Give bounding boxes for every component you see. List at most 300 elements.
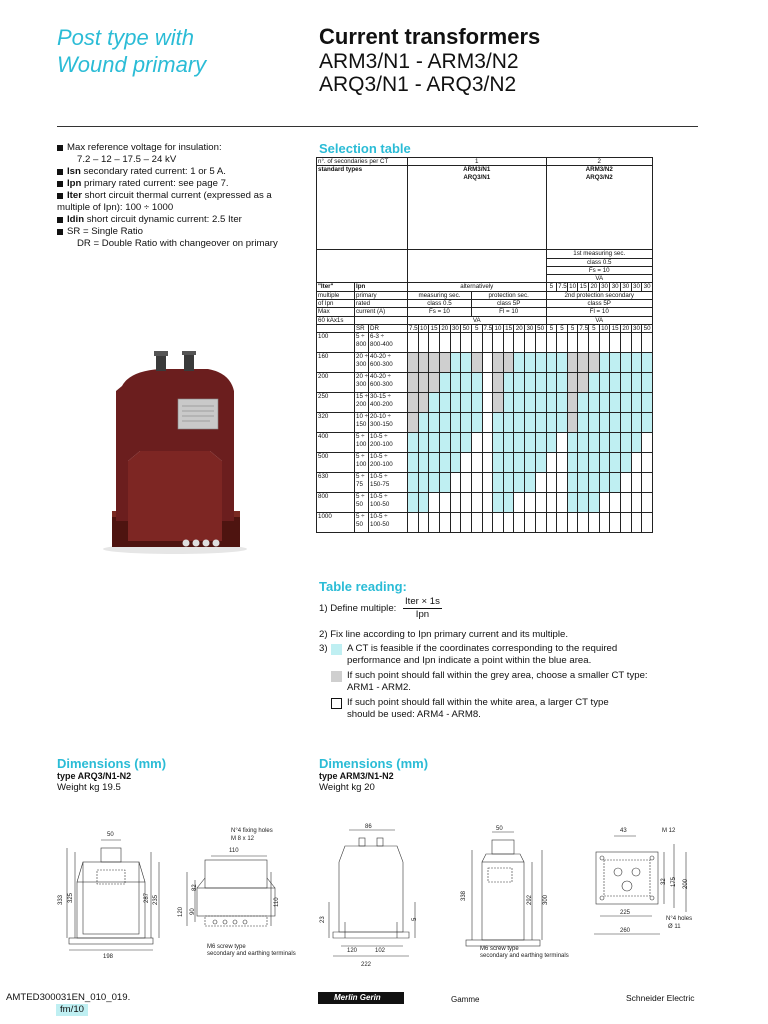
svg-text:50: 50 [496, 826, 503, 832]
area-cell [578, 493, 589, 513]
area-cell [642, 353, 653, 373]
area-cell [439, 413, 450, 433]
area-cell [482, 513, 493, 533]
selection-table-title: Selection table [319, 141, 411, 156]
svg-text:23: 23 [320, 916, 326, 923]
dimensions-left-weight: Weight kg 19.5 [57, 782, 121, 793]
table-cell: 5 ÷ 75 [355, 473, 369, 493]
area-cell [450, 353, 461, 373]
svg-text:300: 300 [543, 894, 549, 905]
svg-text:225: 225 [620, 910, 631, 916]
area-cell [450, 473, 461, 493]
svg-text:102: 102 [375, 948, 386, 954]
svg-text:110: 110 [274, 897, 280, 907]
area-cell [546, 373, 557, 393]
area-cell [525, 373, 536, 393]
table-cell: Fl = 10 [471, 308, 546, 316]
svg-text:32: 32 [661, 878, 667, 885]
area-cell [439, 433, 450, 453]
spec-item: Idin short circuit dynamic current: 2.5 Iter [57, 214, 307, 226]
table-cell: 20 [622, 324, 630, 332]
table-cell: 7.5 [579, 324, 589, 332]
area-cell [439, 453, 450, 473]
page-title [319, 24, 739, 96]
area-cell [418, 393, 429, 413]
area-cell [631, 473, 642, 493]
table-row [317, 308, 653, 316]
area-cell [620, 373, 631, 393]
selection-grid [316, 157, 653, 533]
table-cell: 1st measuring sec. [546, 250, 652, 258]
area-cell [493, 333, 504, 353]
area-cell [535, 373, 546, 393]
side-title-line-1: Post type with [57, 25, 194, 50]
table-cell: 5 [546, 283, 557, 291]
area-cell [546, 353, 557, 373]
area-cell [589, 353, 600, 373]
area-cell [589, 513, 600, 533]
area-cell [450, 493, 461, 513]
svg-text:198: 198 [103, 954, 114, 960]
table-cell: 40-20 ÷ 600-300 [369, 373, 408, 393]
area-cell [514, 473, 525, 493]
area-cell [461, 473, 472, 493]
area-cell [610, 353, 621, 373]
iter-value: 1000 [317, 513, 355, 533]
area-cell [418, 493, 429, 513]
iter-value: 320 [317, 413, 355, 433]
side-title [57, 24, 297, 78]
area-cell [546, 473, 557, 493]
area-cell [567, 353, 578, 373]
table-cell: Fs = 10 [408, 308, 472, 316]
area-cell [503, 413, 514, 433]
area-cell [557, 393, 568, 413]
area-cell [514, 333, 525, 353]
area-cell [461, 513, 472, 533]
table-cell: 7.5 [409, 324, 418, 332]
table-cell: 50 [462, 324, 470, 332]
table-cell: 5 [589, 324, 600, 332]
area-cell [610, 493, 621, 513]
area-cell [610, 433, 621, 453]
area-cell [589, 393, 600, 413]
area-cell [525, 393, 536, 413]
area-cell [493, 433, 504, 453]
area-cell [620, 493, 631, 513]
table-cell: multiple [317, 291, 355, 299]
area-cell [631, 353, 642, 373]
table-cell: VA [546, 316, 652, 324]
area-cell [631, 433, 642, 453]
svg-text:M 8 x 12: M 8 x 12 [231, 836, 255, 842]
area-cell [631, 413, 642, 433]
table-cell [317, 324, 355, 332]
area-cell [408, 453, 419, 473]
table-cell: ARM3/N2 ARQ3/N2 [546, 166, 652, 250]
table-cell: 2nd protection secondary [546, 291, 652, 299]
table-reading-title: Table reading: [319, 579, 407, 594]
area-cell [642, 373, 653, 393]
table-cell: ARM3/N1 ARQ3/N1 [408, 166, 546, 250]
table-cell: 30 [643, 283, 651, 291]
area-cell [450, 333, 461, 353]
area-cell [493, 373, 504, 393]
area-cell [439, 473, 450, 493]
iter-value: 200 [317, 373, 355, 393]
area-cell [482, 353, 493, 373]
table-cell: 5 [546, 324, 557, 332]
table-cell: measuring sec. [408, 291, 472, 299]
area-cell [408, 393, 419, 413]
table-cell: 30 [633, 283, 640, 291]
table-cell: 5 ÷ 100 [355, 433, 369, 453]
area-cell [418, 433, 429, 453]
area-cell [514, 373, 525, 393]
area-cell [599, 493, 610, 513]
area-cell [439, 353, 450, 373]
table-cell: 30-15 ÷ 400-200 [369, 393, 408, 413]
table-cell [317, 250, 408, 283]
area-cell [493, 353, 504, 373]
selection-table [316, 157, 652, 571]
area-cell [471, 513, 482, 533]
spec-item: Iter short circuit thermal current (expressed as a [57, 190, 307, 202]
area-cell [418, 333, 429, 353]
area-cell [631, 493, 642, 513]
iter-value: 630 [317, 473, 355, 493]
area-cell [599, 453, 610, 473]
svg-text:M6 screw type: M6 screw type [480, 946, 519, 952]
area-cell [620, 433, 631, 453]
area-cell [482, 433, 493, 453]
svg-text:43: 43 [620, 828, 627, 834]
svg-text:292: 292 [527, 894, 533, 905]
area-cell [429, 333, 440, 353]
table-cell: 15 ÷ 200 [355, 393, 369, 413]
table-cell [355, 316, 408, 324]
area-cell [546, 393, 557, 413]
product-photo [100, 351, 250, 556]
area-cell [471, 493, 482, 513]
area-cell [408, 373, 419, 393]
dimensions-left-title: Dimensions (mm) [57, 756, 167, 771]
area-cell [482, 333, 493, 353]
area-cell [482, 393, 493, 413]
area-cell [514, 393, 525, 413]
area-cell [599, 333, 610, 353]
area-cell [525, 353, 536, 373]
table-cell: 6-3 ÷ 800-400 [369, 333, 408, 353]
area-cell [610, 393, 621, 413]
svg-text:120: 120 [347, 948, 358, 954]
area-cell [514, 433, 525, 453]
area-cell [525, 333, 536, 353]
area-cell [557, 493, 568, 513]
iter-value: 500 [317, 453, 355, 473]
area-cell [503, 433, 514, 453]
svg-text:260: 260 [620, 928, 631, 934]
table-row [317, 493, 653, 513]
area-cell [557, 453, 568, 473]
table-cell: 5 [567, 324, 578, 332]
area-cell [418, 413, 429, 433]
area-cell [599, 393, 610, 413]
multiple-formula: $\frac{\text{Iter × 1s}}{\text{Ipn}}$ [405, 596, 440, 620]
area-cell [418, 513, 429, 533]
table-row [317, 453, 653, 473]
table-cell: 5 [557, 324, 568, 332]
area-cell [503, 393, 514, 413]
dimensions-right [319, 756, 428, 793]
area-cell [408, 333, 419, 353]
area-cell [578, 413, 589, 433]
table-cell: 60 kAx1s [317, 316, 355, 324]
area-cell [461, 333, 472, 353]
table-cell: Ipn [355, 283, 408, 291]
area-cell [642, 513, 653, 533]
iter-value: 250 [317, 393, 355, 413]
area-cell [610, 473, 621, 493]
area-cell [557, 513, 568, 533]
table-cell: 20 [515, 324, 523, 332]
area-cell [610, 413, 621, 433]
footer-brand: Schneider Electric [626, 993, 695, 1003]
table-cell: current (A) [355, 308, 408, 316]
area-cell [418, 373, 429, 393]
area-cell [535, 333, 546, 353]
table-cell: 10-5 ÷ 150-75 [369, 473, 408, 493]
area-cell [439, 373, 450, 393]
area-cell [471, 413, 482, 433]
area-cell [567, 513, 578, 533]
area-cell [599, 513, 610, 533]
area-cell [525, 413, 536, 433]
area-cell [535, 433, 546, 453]
table-row [317, 473, 653, 493]
drawing-arm3-front [452, 822, 582, 962]
table-cell: 10 [420, 324, 427, 332]
table-cell: 5 ÷ 100 [355, 453, 369, 473]
area-cell [631, 513, 642, 533]
svg-text:5: 5 [412, 917, 418, 921]
table-cell: primary [355, 291, 408, 299]
area-cell [450, 373, 461, 393]
table-cell: 10-5 ÷ 200-100 [369, 433, 408, 453]
table-cell: 20 [590, 283, 598, 291]
svg-text:Ø 11: Ø 11 [668, 924, 681, 930]
area-cell [525, 513, 536, 533]
table-cell: 7.5 [558, 283, 567, 291]
drawing-arm3-base [590, 822, 702, 942]
area-cell [620, 393, 631, 413]
area-cell [503, 513, 514, 533]
area-cell [461, 393, 472, 413]
area-cell [567, 413, 578, 433]
reading-step-3: 3) A CT is feasible if the coordinates corresponding to the required performance and Ipn indicate a point within the blue area. If such point should fall within the grey area, choose a smaller CT type: ARM1 - ARM2. If such point should fall within the white area, a larger CT type should be used: ARM4 - ARM8. [319, 643, 699, 721]
table-cell: class 5P [546, 300, 652, 308]
area-cell [482, 493, 493, 513]
spec-item-cont: multiple of Ipn): 100 ÷ 1000 [57, 202, 174, 213]
area-cell [535, 453, 546, 473]
area-cell [461, 353, 472, 373]
table-cell: 5 ÷ 50 [355, 513, 369, 533]
svg-text:200: 200 [683, 878, 689, 889]
table-row [317, 433, 653, 453]
table-cell: 30 [526, 324, 534, 332]
area-cell [429, 493, 440, 513]
area-cell [620, 333, 631, 353]
table-row [317, 333, 653, 353]
table-cell: class 0.5 [546, 258, 652, 266]
table-row [317, 353, 653, 373]
area-cell [461, 433, 472, 453]
table-cell: VA [546, 275, 652, 283]
table-row [317, 413, 653, 433]
table-cell: 1 [408, 158, 546, 166]
area-cell [493, 393, 504, 413]
table-cell: 15 [505, 324, 513, 332]
bullet-icon [57, 193, 63, 199]
table-cell: 30 [633, 324, 640, 332]
area-cell [471, 473, 482, 493]
area-cell [642, 453, 653, 473]
table-cell: 7.5 [483, 324, 493, 332]
area-cell [482, 453, 493, 473]
area-cell [408, 433, 419, 453]
area-cell [471, 433, 482, 453]
svg-text:secondary and earthing termina: secondary and earthing terminals [207, 951, 296, 957]
area-cell [642, 473, 653, 493]
table-cell: 50 [643, 324, 651, 332]
iter-value: 400 [317, 433, 355, 453]
table-cell: 20 ÷ 300 [355, 373, 369, 393]
area-cell [599, 373, 610, 393]
area-cell [482, 373, 493, 393]
table-cell: 15 [611, 324, 619, 332]
bullet-icon [57, 217, 63, 223]
area-cell [408, 473, 419, 493]
table-cell: 20-10 ÷ 300-150 [369, 413, 408, 433]
area-cell [503, 373, 514, 393]
area-cell [578, 453, 589, 473]
area-cell [567, 493, 578, 513]
area-cell [408, 493, 419, 513]
table-cell: 10 [569, 283, 577, 291]
area-cell [589, 453, 600, 473]
area-cell [589, 413, 600, 433]
drawing-arq3-front [55, 822, 165, 962]
subtitle-2: ARQ3/N1 - ARQ3/N2 [319, 73, 517, 96]
table-row [317, 316, 653, 324]
table-cell: alternatively [408, 283, 546, 291]
footer-code: AMTED300031EN_010_019. fm/10 [6, 992, 131, 1015]
area-cell [642, 433, 653, 453]
dimensions-left [57, 756, 166, 793]
area-cell [578, 333, 589, 353]
area-cell [642, 493, 653, 513]
area-cell [471, 453, 482, 473]
table-cell: 40-20 ÷ 600-300 [369, 353, 408, 373]
area-cell [567, 373, 578, 393]
table-cell: class 5P [471, 300, 546, 308]
area-cell [514, 413, 525, 433]
table-cell: 50 [537, 324, 545, 332]
area-cell [439, 513, 450, 533]
area-cell [461, 373, 472, 393]
table-cell: n°. of secondaries per CT [317, 158, 408, 166]
area-cell [461, 453, 472, 473]
area-cell [450, 413, 461, 433]
dimensions-left-type: type ARQ3/N1-N2 [57, 771, 132, 781]
svg-text:secondary and earthing termina: secondary and earthing terminals [480, 953, 569, 959]
area-cell [546, 413, 557, 433]
svg-text:M 12: M 12 [662, 828, 676, 834]
spec-item: SR = Single Ratio DR = Double Ratio with changeover on primary [57, 226, 307, 250]
area-cell [567, 473, 578, 493]
area-cell [493, 473, 504, 493]
reading-step-1: 1) Define multiple: $\frac{\text{Iter × 1s}}{\text{Ipn}}$ [319, 596, 440, 620]
area-cell [514, 493, 525, 513]
table-cell: 20 ÷ 300 [355, 353, 369, 373]
area-cell [535, 513, 546, 533]
legend-grey: If such point should fall within the grey area, choose a smaller CT type: ARM1 - ARM2. [347, 670, 699, 694]
footer-gamme: Gamme [451, 995, 480, 1004]
area-cell [461, 493, 472, 513]
dimensions-right-weight: Weight kg 20 [319, 782, 375, 793]
table-cell: 30 [622, 283, 630, 291]
area-cell [578, 393, 589, 413]
table-cell: of Ipn [317, 300, 355, 308]
area-cell [418, 453, 429, 473]
area-cell [589, 333, 600, 353]
area-cell [408, 353, 419, 373]
table-row [317, 291, 653, 299]
area-cell [599, 433, 610, 453]
bullet-icon [57, 229, 63, 235]
area-cell [546, 493, 557, 513]
area-cell [461, 413, 472, 433]
table-cell: Max [317, 308, 355, 316]
area-cell [503, 333, 514, 353]
area-cell [482, 473, 493, 493]
blue-area-swatch [331, 644, 342, 655]
area-cell [589, 433, 600, 453]
svg-text:338: 338 [461, 890, 467, 901]
area-cell [535, 413, 546, 433]
spec-item: Max reference voltage for insulation: 7.2 – 12 – 17.5 – 24 kV [57, 142, 307, 166]
area-cell [557, 473, 568, 493]
svg-text:N°4 fixing holes: N°4 fixing holes [231, 828, 273, 834]
area-cell [503, 473, 514, 493]
area-cell [642, 333, 653, 353]
svg-text:325: 325 [68, 892, 74, 903]
area-cell [578, 353, 589, 373]
area-cell [535, 473, 546, 493]
iter-value: 160 [317, 353, 355, 373]
area-cell [631, 373, 642, 393]
dimensions-right-title: Dimensions (mm) [319, 756, 429, 771]
spec-list [57, 142, 307, 250]
table-cell: 5 [471, 324, 482, 332]
area-cell [493, 493, 504, 513]
svg-text:50: 50 [107, 832, 114, 838]
area-cell [503, 453, 514, 473]
bullet-icon [57, 169, 63, 175]
table-cell: Fl = 10 [546, 308, 652, 316]
table-row [317, 283, 653, 291]
area-cell [450, 513, 461, 533]
